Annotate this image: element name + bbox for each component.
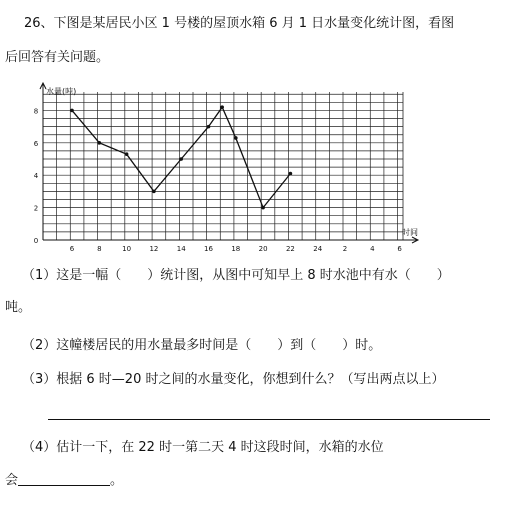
y-tick-label: 8 bbox=[33, 107, 39, 116]
x-tick-label: 24 bbox=[313, 245, 323, 253]
data-point bbox=[289, 172, 293, 176]
data-point bbox=[207, 125, 211, 129]
question-title: 26、下图是某居民小区 1 号楼的屋顶水箱 6 月 1 日水量变化统计图，看图 bbox=[24, 16, 455, 31]
data-point bbox=[152, 190, 156, 194]
x-tick-label: 14 bbox=[176, 245, 186, 253]
question-4-continued bbox=[5, 473, 123, 489]
x-tick-label: 6 bbox=[69, 245, 75, 253]
y-tick-label: 6 bbox=[33, 139, 39, 148]
question-2: （2）这幢楼居民的用水量最多时间是（ ）到（ ）时。 bbox=[22, 338, 382, 353]
x-tick-label: 10 bbox=[122, 245, 132, 253]
question-4-suffix: 。 bbox=[110, 473, 124, 488]
question-1-continued: 吨。 bbox=[5, 300, 32, 315]
chart-series bbox=[70, 105, 292, 209]
chart-tick-labels bbox=[34, 107, 403, 253]
answer-blank[interactable] bbox=[18, 473, 110, 486]
chart-axes bbox=[40, 83, 418, 243]
question-4-prefix: 会 bbox=[5, 473, 19, 488]
y-tick-label: 2 bbox=[33, 204, 39, 213]
x-tick-label: 6 bbox=[397, 245, 402, 253]
question-3: （3）根据 6 时—20 时之间的水量变化，你想到什么？（写出两点以上） bbox=[22, 372, 445, 387]
answer-line[interactable] bbox=[48, 419, 490, 420]
x-axis-label: 时间 bbox=[402, 228, 418, 237]
question-title-continued: 后回答有关问题。 bbox=[5, 50, 110, 65]
x-tick-label: 22 bbox=[285, 245, 295, 253]
data-point bbox=[261, 206, 265, 210]
x-tick-label: 18 bbox=[231, 245, 241, 253]
data-point bbox=[179, 157, 183, 161]
data-point bbox=[125, 152, 129, 156]
y-tick-label: 0 bbox=[33, 237, 39, 245]
question-1: （1）这是一幅（ ）统计图，从图中可知早上 8 时水池中有水（ ） bbox=[22, 268, 450, 283]
data-point bbox=[234, 136, 238, 140]
x-tick-label: 8 bbox=[97, 245, 102, 253]
water-volume-line-chart bbox=[30, 82, 430, 257]
data-point bbox=[70, 109, 74, 113]
y-tick-label: 4 bbox=[33, 172, 39, 181]
x-tick-label: 12 bbox=[149, 245, 159, 253]
x-tick-label: 4 bbox=[370, 245, 375, 253]
question-4: （4）估计一下，在 22 时一第二天 4 时这段时间，水箱的水位 bbox=[22, 440, 384, 455]
y-axis-label: 水量(吨) bbox=[46, 87, 77, 96]
data-point bbox=[98, 141, 102, 145]
chart-grid bbox=[43, 92, 403, 240]
x-tick-label: 2 bbox=[342, 245, 348, 253]
x-tick-label: 20 bbox=[258, 245, 268, 253]
x-tick-label: 16 bbox=[204, 245, 213, 253]
data-point bbox=[220, 105, 224, 109]
